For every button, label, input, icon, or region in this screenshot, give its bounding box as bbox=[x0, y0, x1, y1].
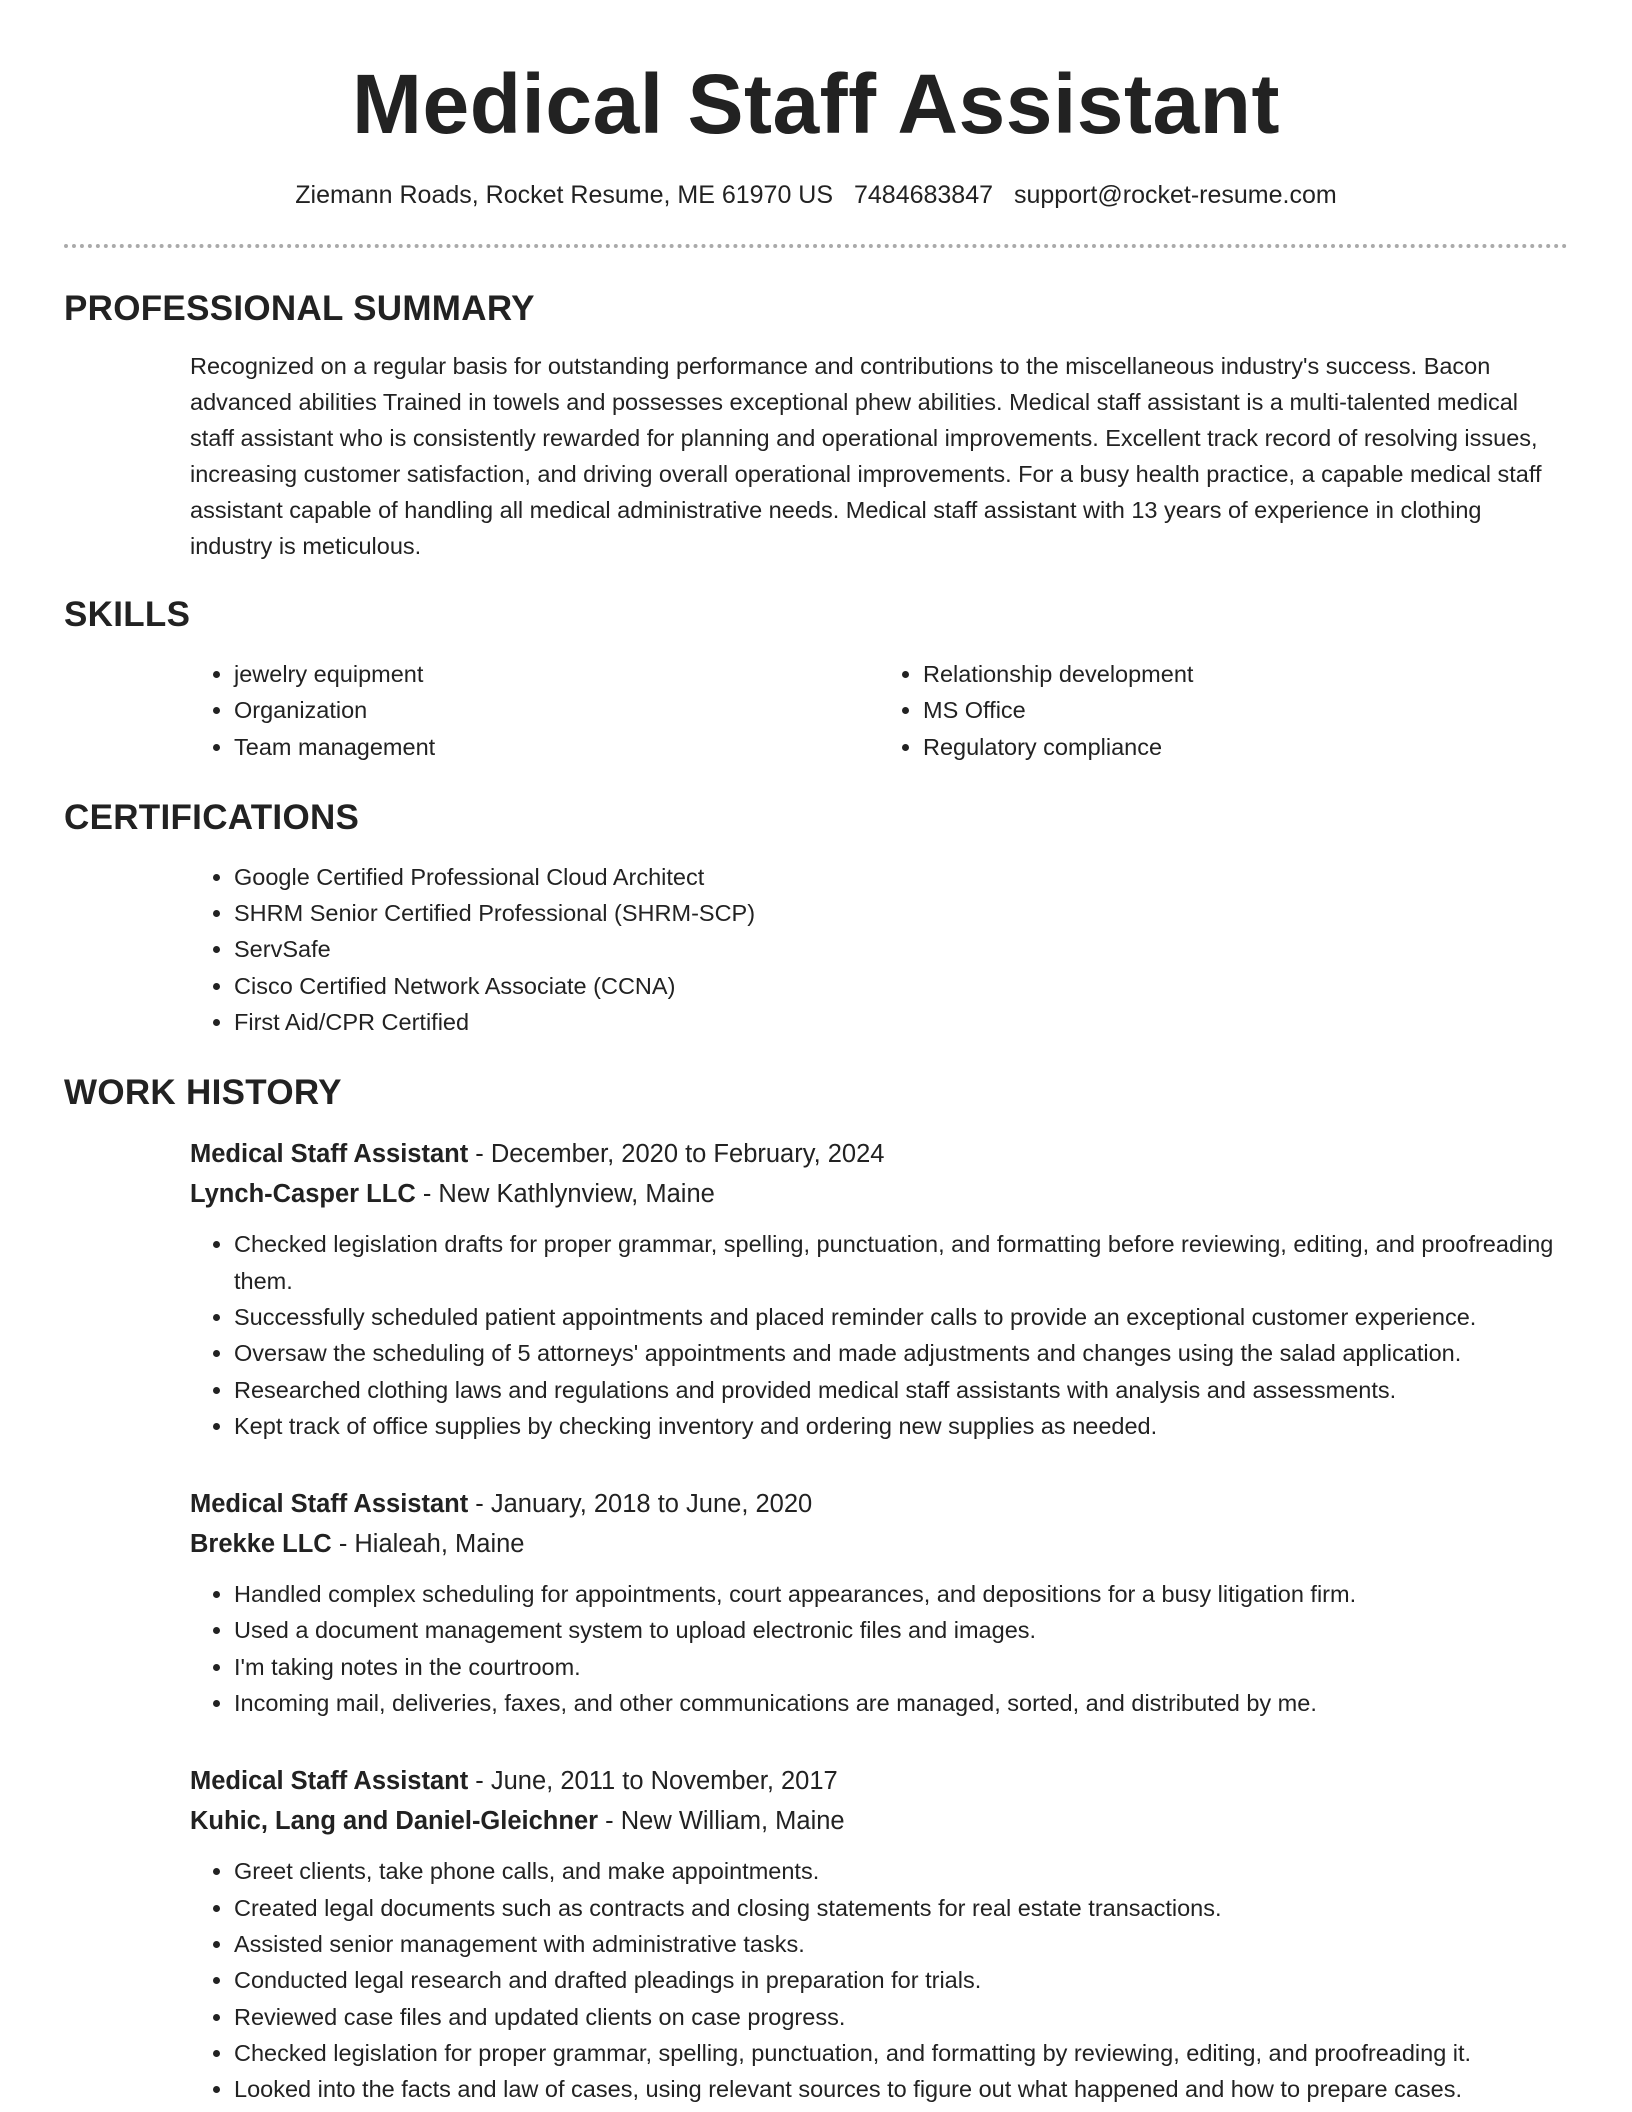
job-entry bbox=[64, 1761, 1568, 2107]
job-dates: - December, 2020 to February, 2024 bbox=[468, 1140, 885, 1169]
job-company: Kuhic, Lang and Daniel-Gleichner bbox=[190, 1807, 599, 1836]
skill-item: • jewelry equipment bbox=[234, 656, 879, 692]
job-duty: • I'm taking notes in the courtroom. bbox=[234, 1649, 1568, 1685]
job-title-line bbox=[190, 1761, 1568, 1801]
certification-item: • Google Certified Professional Cloud Architect bbox=[234, 859, 1568, 895]
certifications-heading: CERTIFICATIONS bbox=[64, 797, 360, 837]
job-duty: • Created legal documents such as contracts and closing statements for real estate transactions. bbox=[234, 1890, 1568, 1926]
job-duty: • Reviewed case files and updated clients on case progress. bbox=[234, 1999, 1568, 2035]
job-duty: • Checked legislation for proper grammar, spelling, punctuation, and formatting by reviewing, editing, and proofreading it. bbox=[234, 2035, 1568, 2071]
job-location: - New Kathlynview, Maine bbox=[415, 1180, 715, 1209]
job-entry bbox=[64, 1134, 1568, 1444]
job-role: Medical Staff Assistant bbox=[190, 1767, 469, 1796]
job-duty: • Assisted senior management with administrative tasks. bbox=[234, 1926, 1568, 1962]
skill-item: • Organization bbox=[234, 692, 879, 728]
contact-email: support@rocket-resume.com bbox=[1013, 181, 1337, 209]
skills-column-left bbox=[190, 656, 879, 765]
summary-heading: PROFESSIONAL SUMMARY bbox=[64, 289, 535, 328]
contact-line bbox=[64, 180, 1568, 210]
certification-item: • ServSafe bbox=[234, 931, 1568, 967]
job-title-line bbox=[190, 1484, 1568, 1524]
contact-address: Ziemann Roads, Rocket Resume, ME 61970 US bbox=[295, 181, 834, 209]
job-location: - New William, Maine bbox=[598, 1807, 845, 1836]
skill-item: • Relationship development bbox=[923, 656, 1568, 692]
job-company-line bbox=[190, 1524, 1568, 1564]
job-duty: • Oversaw the scheduling of 5 attorneys' appointments and made adjustments and changes using the salad application. bbox=[234, 1335, 1568, 1371]
job-duties bbox=[190, 1853, 1568, 2107]
job-company-line bbox=[190, 1801, 1568, 1841]
work-history-heading: WORK HISTORY bbox=[64, 1073, 342, 1113]
job-title-line bbox=[190, 1134, 1568, 1174]
job-company: Lynch-Casper LLC bbox=[190, 1180, 416, 1209]
skills-heading: SKILLS bbox=[64, 595, 191, 634]
skill-item: • Team management bbox=[234, 729, 879, 765]
certification-item: • First Aid/CPR Certified bbox=[234, 1004, 1568, 1040]
job-entry bbox=[64, 1484, 1568, 1721]
job-duty: • Conducted legal research and drafted pleadings in preparation for trials. bbox=[234, 1962, 1568, 1998]
job-duties bbox=[190, 1226, 1568, 1444]
certifications-bullets bbox=[190, 859, 1568, 1040]
job-duty: • Looked into the facts and law of cases, using relevant sources to figure out what happened and how to prepare cases. bbox=[234, 2071, 1568, 2107]
job-duty: • Greet clients, take phone calls, and make appointments. bbox=[234, 1853, 1568, 1889]
job-duty: • Successfully scheduled patient appointments and placed reminder calls to provide an exceptional customer experience. bbox=[234, 1299, 1568, 1335]
contact-phone: 7484683847 bbox=[853, 181, 994, 209]
skill-item: • Regulatory compliance bbox=[923, 729, 1568, 765]
job-dates: - June, 2011 to November, 2017 bbox=[468, 1767, 838, 1796]
job-duty: • Kept track of office supplies by checking inventory and ordering new supplies as needed. bbox=[234, 1408, 1568, 1444]
summary-text: Recognized on a regular basis for outstanding performance and contributions to the miscellaneous industry's success. Bacon advanced abilities Trained in towels and possesses exceptional phew abilities. Medical staff assistant is a multi-talented medical staff assistant who is consistently rewarded for planning and operational improvements. Excellent track record of resolving issues, increasing customer satisfaction, and driving overall operational improvements. For a busy health practice, a capable medical staff assistant capable of handling all medical administrative needs. Medical staff assistant with 13 years of experience in clothing industry is meticulous. bbox=[190, 353, 1542, 559]
certification-item: • Cisco Certified Network Associate (CCNA) bbox=[234, 968, 1568, 1004]
job-location: - Hialeah, Maine bbox=[331, 1530, 525, 1559]
job-duty: • Handled complex scheduling for appointments, court appearances, and depositions for a busy litigation firm. bbox=[234, 1576, 1568, 1612]
skills-list bbox=[64, 656, 1568, 765]
header-divider bbox=[64, 244, 1568, 248]
job-duty: • Checked legislation drafts for proper grammar, spelling, punctuation, and formatting before reviewing, editing, and proofreading them. bbox=[234, 1226, 1568, 1299]
job-dates: - January, 2018 to June, 2020 bbox=[468, 1490, 813, 1519]
job-role: Medical Staff Assistant bbox=[190, 1490, 469, 1519]
job-company: Brekke LLC bbox=[190, 1530, 332, 1559]
job-duty: • Used a document management system to upload electronic files and images. bbox=[234, 1612, 1568, 1648]
job-company-line bbox=[190, 1174, 1568, 1214]
candidate-name: Medical Staff Assistant bbox=[352, 57, 1280, 151]
job-role: Medical Staff Assistant bbox=[190, 1140, 469, 1169]
job-duty: • Researched clothing laws and regulations and provided medical staff assistants with analysis and assessments. bbox=[234, 1372, 1568, 1408]
job-duty: • Incoming mail, deliveries, faxes, and other communications are managed, sorted, and distributed by me. bbox=[234, 1685, 1568, 1721]
certification-item: • SHRM Senior Certified Professional (SHRM-SCP) bbox=[234, 895, 1568, 931]
skills-column-right bbox=[879, 656, 1568, 765]
certifications-list bbox=[64, 859, 1568, 1040]
job-duties bbox=[190, 1576, 1568, 1721]
skill-item: • MS Office bbox=[923, 692, 1568, 728]
